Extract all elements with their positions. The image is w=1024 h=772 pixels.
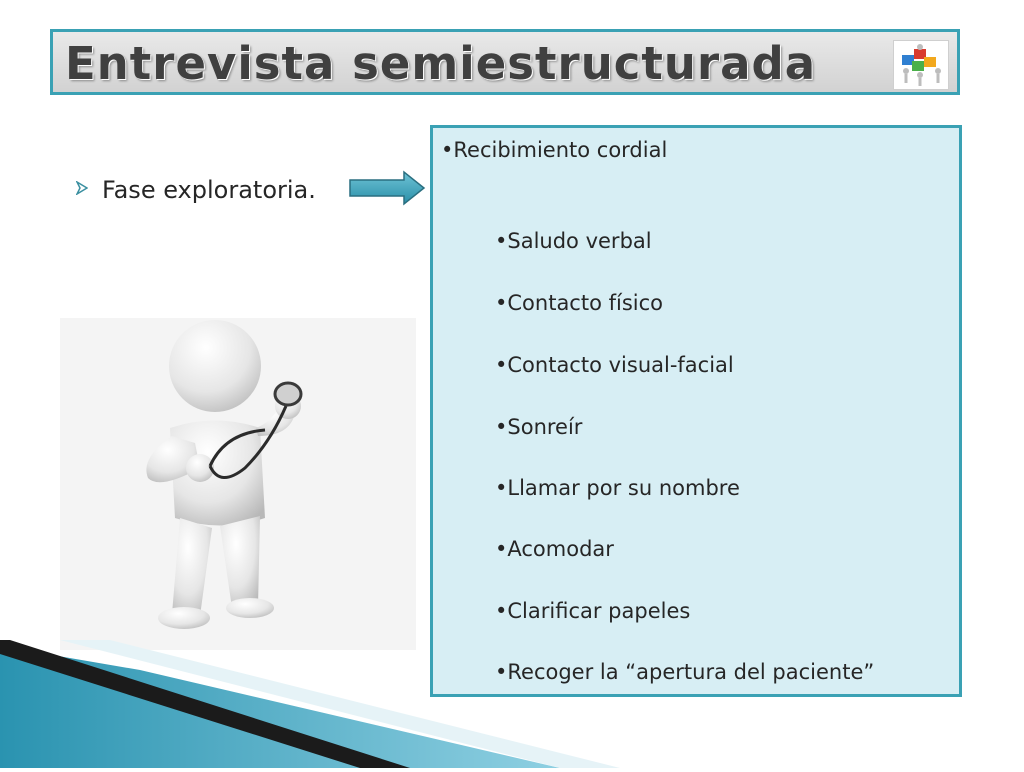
main-bullet-text: Fase exploratoria. bbox=[102, 176, 316, 204]
list-item: •Recoger la “apertura del paciente” bbox=[495, 660, 875, 684]
list-item: •Acomodar bbox=[495, 537, 614, 561]
decorative-swoosh bbox=[0, 640, 620, 772]
list-item: •Saludo verbal bbox=[495, 229, 652, 253]
list-item: •Sonreír bbox=[495, 415, 583, 439]
arrowhead-bullet-icon bbox=[76, 181, 102, 199]
title-bar bbox=[50, 29, 960, 95]
main-bullet bbox=[76, 172, 316, 208]
list-item: •Contacto visual-facial bbox=[495, 353, 734, 377]
slide-title: Entrevista semiestructurada bbox=[65, 37, 817, 90]
right-arrow-icon bbox=[348, 170, 428, 210]
list-item: •Llamar por su nombre bbox=[495, 476, 740, 500]
doctor-illustration bbox=[60, 318, 416, 654]
reception-list-box bbox=[430, 125, 962, 697]
list-header: •Recibimiento cordial bbox=[441, 138, 668, 162]
list-item: •Clarificar papeles bbox=[495, 599, 691, 623]
list-item: •Contacto físico bbox=[495, 291, 664, 315]
puzzle-people-icon bbox=[893, 40, 949, 90]
